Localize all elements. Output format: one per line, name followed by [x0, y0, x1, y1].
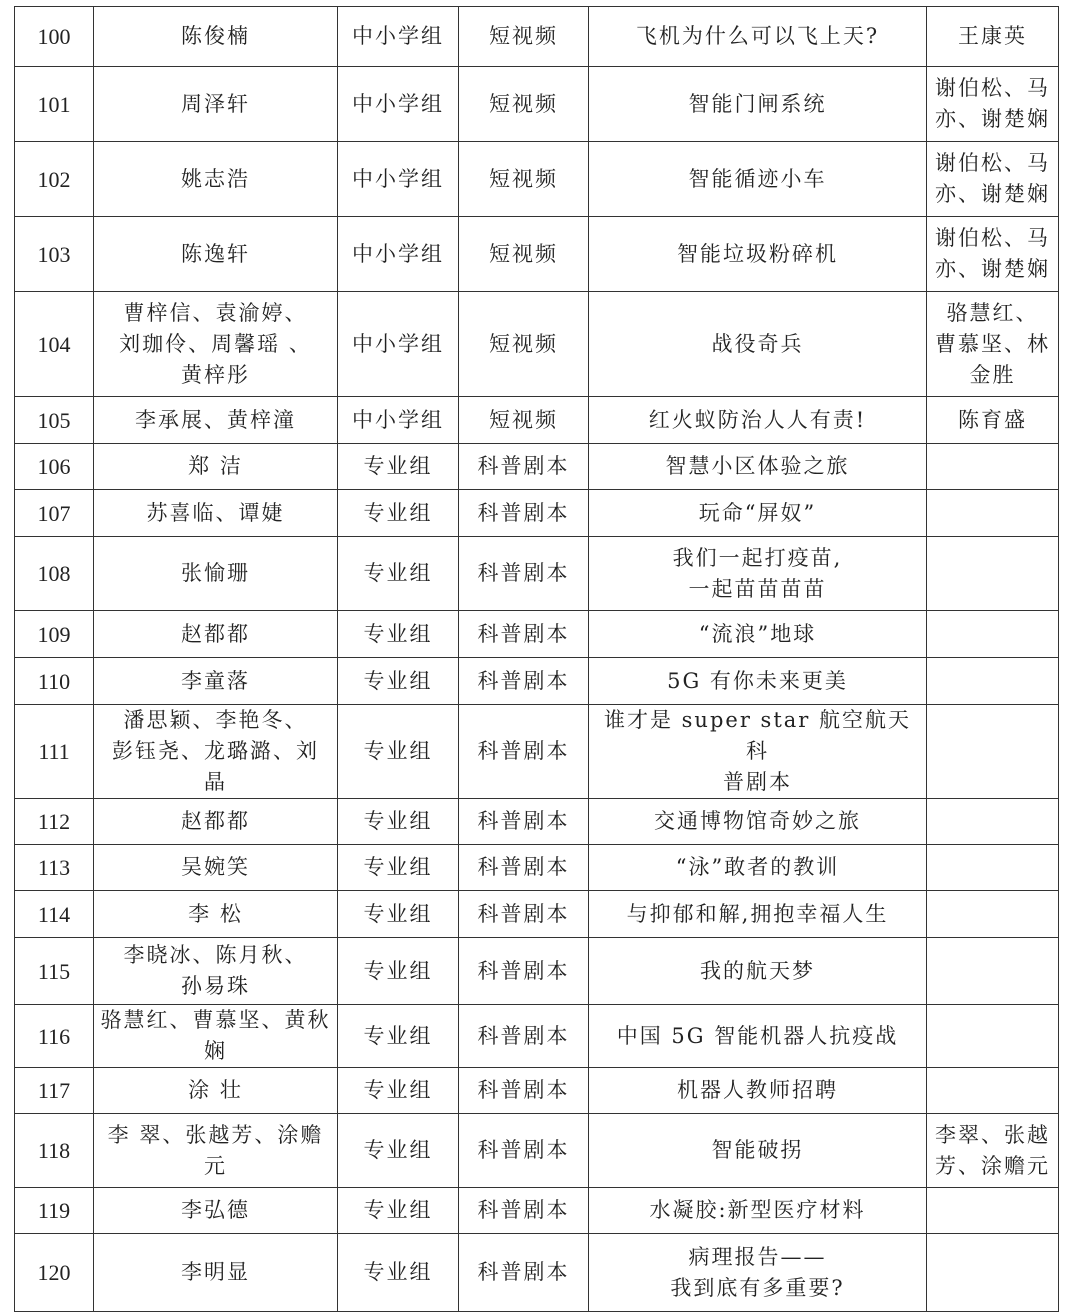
entrant-names: 曹梓信、袁渝婷、 刘珈伶、周馨瑶 、 黄梓彤	[94, 292, 338, 397]
entry-title: 智能循迹小车	[589, 142, 927, 217]
table-row	[15, 845, 1059, 891]
entry-type: 科普剧本	[459, 490, 589, 537]
entry-type: 科普剧本	[459, 658, 589, 705]
entrant-names: 李 翠、张越芳、涂赡元	[94, 1114, 338, 1188]
entry-type: 短视频	[459, 7, 589, 67]
table-row	[15, 891, 1059, 938]
entry-type: 短视频	[459, 292, 589, 397]
entry-number: 118	[15, 1114, 94, 1188]
entrant-names: 赵都都	[94, 799, 338, 845]
entrant-names: 吴婉笑	[94, 845, 338, 891]
entry-number: 102	[15, 142, 94, 217]
entry-type: 短视频	[459, 217, 589, 292]
entrant-names: 骆慧红、曹慕坚、黄秋娴	[94, 1005, 338, 1068]
entry-group: 中小学组	[338, 142, 459, 217]
entrant-names: 郑 洁	[94, 444, 338, 490]
table-row	[15, 938, 1059, 1005]
table-row	[15, 705, 1059, 799]
entry-tutor: 谢伯松、马 亦、谢楚娴	[927, 142, 1059, 217]
entry-type: 科普剧本	[459, 705, 589, 799]
entry-tutor	[927, 611, 1059, 658]
entry-group: 中小学组	[338, 292, 459, 397]
entrant-names: 李弘德	[94, 1188, 338, 1234]
table-row	[15, 217, 1059, 292]
entry-title: 中国 5G 智能机器人抗疫战	[589, 1005, 927, 1068]
entry-number: 105	[15, 397, 94, 444]
entry-type: 科普剧本	[459, 891, 589, 938]
entry-type: 科普剧本	[459, 1114, 589, 1188]
table-row	[15, 444, 1059, 490]
entry-title: 飞机为什么可以飞上天?	[589, 7, 927, 67]
table-row	[15, 611, 1059, 658]
entry-title: 我的航天梦	[589, 938, 927, 1005]
entry-number: 112	[15, 799, 94, 845]
entry-type: 科普剧本	[459, 799, 589, 845]
entry-type: 科普剧本	[459, 444, 589, 490]
table-row	[15, 1068, 1059, 1114]
entry-tutor	[927, 1234, 1059, 1312]
entry-group: 中小学组	[338, 217, 459, 292]
entry-group: 专业组	[338, 845, 459, 891]
entry-tutor	[927, 537, 1059, 611]
entry-number: 113	[15, 845, 94, 891]
entry-title: 与抑郁和解,拥抱幸福人生	[589, 891, 927, 938]
entry-group: 专业组	[338, 705, 459, 799]
entry-type: 科普剧本	[459, 938, 589, 1005]
entry-title: 智能门闸系统	[589, 67, 927, 142]
entry-number: 116	[15, 1005, 94, 1068]
entry-title: 智慧小区体验之旅	[589, 444, 927, 490]
entry-number: 109	[15, 611, 94, 658]
entry-tutor: 陈育盛	[927, 397, 1059, 444]
entrant-names: 苏喜临、谭婕	[94, 490, 338, 537]
entry-group: 专业组	[338, 1188, 459, 1234]
entry-title: 谁才是 super star 航空航天科 普剧本	[589, 705, 927, 799]
entry-number: 111	[15, 705, 94, 799]
entry-group: 专业组	[338, 490, 459, 537]
entry-type: 科普剧本	[459, 611, 589, 658]
table-row	[15, 658, 1059, 705]
entry-tutor	[927, 799, 1059, 845]
entry-title: 水凝胶:新型医疗材料	[589, 1188, 927, 1234]
entrant-names: 涂 壮	[94, 1068, 338, 1114]
entry-tutor: 谢伯松、马 亦、谢楚娴	[927, 217, 1059, 292]
entry-tutor	[927, 490, 1059, 537]
entries-table	[14, 6, 1059, 1312]
table-row	[15, 292, 1059, 397]
entry-number: 104	[15, 292, 94, 397]
entrant-names: 李明显	[94, 1234, 338, 1312]
entry-group: 专业组	[338, 1068, 459, 1114]
table-row	[15, 1188, 1059, 1234]
entry-group: 专业组	[338, 891, 459, 938]
entry-group: 中小学组	[338, 7, 459, 67]
entry-title: “流浪”地球	[589, 611, 927, 658]
entries-table-body	[15, 7, 1059, 1312]
table-row	[15, 537, 1059, 611]
entry-group: 专业组	[338, 938, 459, 1005]
entry-group: 专业组	[338, 1005, 459, 1068]
entry-title: 交通博物馆奇妙之旅	[589, 799, 927, 845]
entry-title: “泳”敢者的教训	[589, 845, 927, 891]
entry-number: 119	[15, 1188, 94, 1234]
entry-type: 短视频	[459, 397, 589, 444]
entry-type: 科普剧本	[459, 1234, 589, 1312]
entry-group: 中小学组	[338, 397, 459, 444]
entrant-names: 李晓冰、陈月秋、 孙易珠	[94, 938, 338, 1005]
entry-tutor	[927, 1005, 1059, 1068]
entrant-names: 李 松	[94, 891, 338, 938]
entry-tutor	[927, 1068, 1059, 1114]
entry-type: 科普剧本	[459, 845, 589, 891]
entrant-names: 张愉珊	[94, 537, 338, 611]
table-row	[15, 1005, 1059, 1068]
entry-tutor: 骆慧红、 曹慕坚、林 金胜	[927, 292, 1059, 397]
entry-title: 红火蚁防治人人有责!	[589, 397, 927, 444]
entrant-names: 周泽轩	[94, 67, 338, 142]
entry-title: 病理报告—— 我到底有多重要?	[589, 1234, 927, 1312]
entry-tutor	[927, 891, 1059, 938]
entry-type: 科普剧本	[459, 1005, 589, 1068]
entry-type: 短视频	[459, 142, 589, 217]
table-row	[15, 397, 1059, 444]
entry-group: 专业组	[338, 611, 459, 658]
entry-tutor	[927, 658, 1059, 705]
entry-number: 106	[15, 444, 94, 490]
entry-type: 科普剧本	[459, 1068, 589, 1114]
entry-title: 智能破拐	[589, 1114, 927, 1188]
entry-title: 机器人教师招聘	[589, 1068, 927, 1114]
entry-number: 115	[15, 938, 94, 1005]
entry-group: 专业组	[338, 1234, 459, 1312]
entry-tutor	[927, 845, 1059, 891]
table-row	[15, 799, 1059, 845]
entry-number: 101	[15, 67, 94, 142]
entry-group: 专业组	[338, 799, 459, 845]
entry-number: 103	[15, 217, 94, 292]
entrant-names: 赵都都	[94, 611, 338, 658]
table-row	[15, 1234, 1059, 1312]
entry-title: 5G 有你未来更美	[589, 658, 927, 705]
table-row	[15, 7, 1059, 67]
entry-tutor: 谢伯松、马 亦、谢楚娴	[927, 67, 1059, 142]
entry-title: 我们一起打疫苗, 一起苗苗苗苗	[589, 537, 927, 611]
entry-title: 玩命“屏奴”	[589, 490, 927, 537]
table-row	[15, 490, 1059, 537]
entry-number: 110	[15, 658, 94, 705]
entry-number: 117	[15, 1068, 94, 1114]
entry-number: 100	[15, 7, 94, 67]
entrant-names: 姚志浩	[94, 142, 338, 217]
entry-group: 专业组	[338, 1114, 459, 1188]
table-row	[15, 1114, 1059, 1188]
entry-number: 120	[15, 1234, 94, 1312]
entry-group: 专业组	[338, 444, 459, 490]
entry-title: 智能垃圾粉碎机	[589, 217, 927, 292]
entrant-names: 李承展、黄梓潼	[94, 397, 338, 444]
entry-type: 科普剧本	[459, 537, 589, 611]
entry-tutor: 王康英	[927, 7, 1059, 67]
entry-number: 108	[15, 537, 94, 611]
entry-tutor	[927, 1188, 1059, 1234]
entry-tutor: 李翠、张越 芳、涂赡元	[927, 1114, 1059, 1188]
entry-tutor	[927, 705, 1059, 799]
entry-tutor	[927, 444, 1059, 490]
entry-tutor	[927, 938, 1059, 1005]
entry-group: 中小学组	[338, 67, 459, 142]
table-row	[15, 142, 1059, 217]
entrant-names: 潘思颖、李艳冬、 彭钰尧、龙璐潞、刘 晶	[94, 705, 338, 799]
entry-number: 114	[15, 891, 94, 938]
entrant-names: 李童落	[94, 658, 338, 705]
entrant-names: 陈逸轩	[94, 217, 338, 292]
entry-type: 科普剧本	[459, 1188, 589, 1234]
entry-type: 短视频	[459, 67, 589, 142]
entry-number: 107	[15, 490, 94, 537]
entry-group: 专业组	[338, 658, 459, 705]
entry-title: 战役奇兵	[589, 292, 927, 397]
entrant-names: 陈俊楠	[94, 7, 338, 67]
entry-group: 专业组	[338, 537, 459, 611]
table-row	[15, 67, 1059, 142]
